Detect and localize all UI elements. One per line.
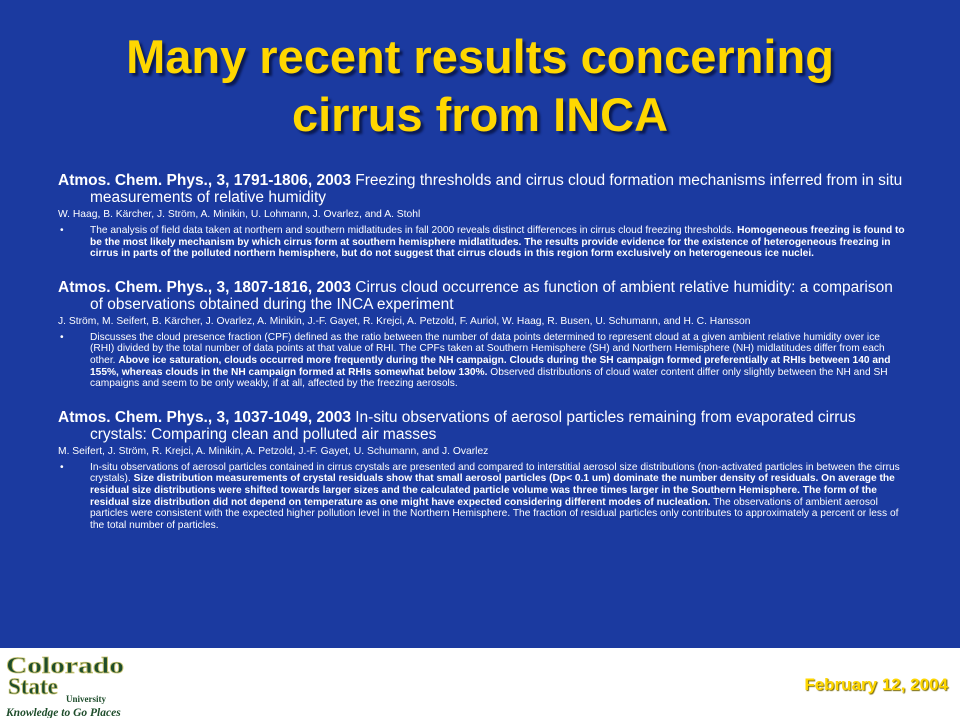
paper-title: In-situ observations of aerosol particles remaining from evaporated cirrus crystals: Comparing clean and polluted air masses	[90, 408, 856, 443]
abstract	[58, 332, 906, 390]
logo-word-university: University	[66, 694, 106, 704]
abstract-text: The analysis of field data taken at northern and southern midlatitudes in fall 2000 reveals distinct differences in cirrus cloud freezing thresholds.	[90, 225, 735, 236]
logo-tagline: Knowledge to Go Places	[6, 707, 121, 718]
citation: Atmos. Chem. Phys., 3, 1791-1806, 2003	[58, 172, 351, 189]
reference-heading	[58, 409, 906, 443]
bullet: •	[60, 225, 64, 236]
abstract	[58, 462, 906, 532]
footer	[0, 648, 960, 720]
abstract-highlight: Above ice saturation, clouds occurred more frequently during the NH campaign. Clouds during the SH campaign formed preferentially at RHIs between 140 and 155%, whereas clouds in the NH campaign formed at RHIs somewhat below 130%.	[90, 354, 891, 378]
abstract-text-end: Observed distributions of cloud water content differ only slightly between the NH and SH campaigns and seem to be only weakly, if at all, affected by the freezing aerosols.	[90, 366, 888, 390]
bullet: •	[60, 331, 64, 343]
reference-heading	[58, 172, 906, 206]
citation: Atmos. Chem. Phys., 3, 1037-1049, 2003	[58, 408, 351, 426]
presentation-date: February 12, 2004	[804, 675, 948, 694]
reference-entry	[58, 279, 906, 390]
reference-entry	[58, 172, 906, 260]
authors: J. Ström, M. Seifert, B. Kärcher, J. Ovarlez, A. Minikin, J.-F. Gayet, R. Krejci, A. Petzold, F. Auriol, W. Haag, R. Busen, U. Schumann, and H. C. Hansson	[58, 315, 751, 327]
csu-logo	[4, 652, 164, 718]
logo-word-colorado: Colorado	[6, 653, 125, 678]
authors: W. Haag, B. Kärcher, J. Ström, A. Minikin, U. Lohmann, J. Ovarlez, and A. Stohl	[58, 209, 421, 220]
reference-entry	[58, 409, 906, 532]
bullet: •	[60, 461, 64, 473]
paper-title: Cirrus cloud occurrence as function of ambient relative humidity: a comparison of observations obtained during the INCA experiment	[90, 278, 893, 313]
abstract-text: In-situ observations of aerosol particles contained in cirrus crystals are presented and compared to interstitial aerosol size distributions (non-activated particles in between the cirrus crystals).	[90, 461, 900, 485]
authors: M. Seifert, J. Ström, R. Krejci, A. Minikin, A. Petzold, J.-F. Gayet, U. Schumann, and J. Ovarlez	[58, 445, 489, 457]
reference-heading	[58, 279, 906, 313]
abstract-text-end: The observations of ambient aerosol particles were consistent with the expected higher pollution level in the Northern Hemisphere. The fraction of residual particles only contributes to approximately a percent or less of the total number of particles.	[90, 496, 899, 531]
slide-title-line1: Many recent results concerning	[126, 30, 834, 83]
abstract-highlight: Homogeneous freezing is found to be the most likely mechanism by which cirrus form at southern hemisphere midlatitudes. The results provide evidence for the existence of heterogeneous freezing in cirrus in parts of the polluted northern hemisphere, but do not suggest that cirrus clouds in this region form exclusively on heterogeneous ice nuclei.	[90, 225, 905, 260]
logo-word-state: State	[8, 674, 58, 699]
slide-title	[20, 28, 940, 144]
abstract-text: Discusses the cloud presence fraction (CPF) defined as the ratio between the number of data points determined to represent cloud at a given ambient relative humidity over ice (RHI) divided by the total number of data points at that value of RHI. The CPFs taken at Southern Hemisphere (SH) and Northern Hemisphere (NH) midlatitudes differ from each other.	[90, 331, 885, 366]
abstract-highlight: Size distribution measurements of crystal residuals show that small aerosol particles (Dp< 0.1 um) dominate the number density of residuals. On average the residual size distributions were shifted towards larger sizes and the calculated particle volume was three times larger in the Southern Hemisphere. The form of the residual size distribution did not depend on temperature as one might have expected considering different modes of nucleation.	[90, 473, 895, 508]
slide-title-line2: cirrus from INCA	[291, 88, 669, 141]
citation: Atmos. Chem. Phys., 3, 1807-1816, 2003	[58, 278, 351, 296]
paper-title: Freezing thresholds and cirrus cloud formation mechanisms inferred from in situ measurements of relative humidity	[90, 172, 903, 206]
abstract	[58, 225, 906, 260]
references-list	[58, 172, 906, 531]
